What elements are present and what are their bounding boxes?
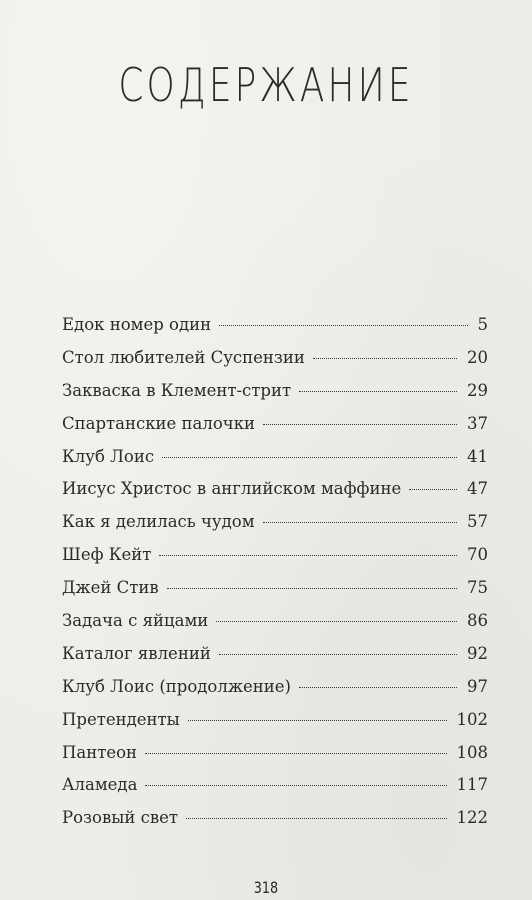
toc-entry-page: 47 <box>467 479 488 499</box>
toc-entry-page: 97 <box>467 676 488 696</box>
toc-entry-page: 29 <box>467 380 488 400</box>
dot-leader <box>409 489 457 490</box>
dot-leader <box>145 753 446 754</box>
toc-entry-page: 5 <box>477 315 488 334</box>
toc-entry <box>62 347 488 380</box>
toc-entry-page: 92 <box>467 643 488 663</box>
toc-entry <box>62 478 488 511</box>
toc-entry <box>62 774 488 807</box>
toc-entry-page: 57 <box>467 512 488 532</box>
toc-entry-title: Стол любителей Суспензии <box>62 347 305 367</box>
toc-entry-page: 20 <box>467 347 488 367</box>
toc-entry-page: 86 <box>467 611 488 631</box>
toc-entry-title: Иисус Христос в английском маффине <box>62 479 402 499</box>
toc-entry <box>62 544 488 577</box>
dot-leader <box>263 424 457 425</box>
page-number: 318 <box>253 878 279 897</box>
toc-entry-title: Каталог явлений <box>62 643 211 663</box>
toc-entry <box>62 742 488 775</box>
dot-leader <box>299 687 457 688</box>
toc-entry <box>62 643 488 676</box>
toc-entry <box>62 709 488 742</box>
toc-entry-title: Пантеон <box>62 742 138 762</box>
toc-entry <box>62 446 488 479</box>
toc-entry <box>62 610 488 643</box>
toc-entry-page: 108 <box>456 742 488 762</box>
dot-leader <box>299 391 457 392</box>
table-of-contents <box>62 314 488 840</box>
dot-leader <box>159 555 457 556</box>
toc-entry-page: 117 <box>456 775 488 795</box>
toc-entry-title: Аламеда <box>62 775 138 795</box>
dot-leader <box>219 654 457 655</box>
toc-entry-page: 41 <box>467 446 488 466</box>
toc-entry-title: Претенденты <box>62 709 180 729</box>
toc-entry-title: Закваска в Клемент-стрит <box>62 380 292 400</box>
toc-entry-title: Спартанские палочки <box>62 413 256 433</box>
dot-leader <box>219 325 467 326</box>
toc-entry-page: 70 <box>467 545 488 565</box>
toc-entry <box>62 807 488 840</box>
toc-entry-title: Задача с яйцами <box>62 611 209 631</box>
toc-entry-page: 102 <box>456 709 488 729</box>
dot-leader <box>186 818 446 819</box>
toc-entry-title: Едок номер один <box>62 315 212 334</box>
toc-entry-title: Шеф Кейт <box>62 545 152 565</box>
toc-entry <box>62 511 488 544</box>
toc-entry-title: Клуб Лоис <box>62 446 155 466</box>
toc-entry-title: Розовый свет <box>62 808 179 828</box>
page-title: СОДЕРЖАНИЕ <box>118 58 414 112</box>
toc-entry-title: Клуб Лоис (продолжение) <box>62 676 291 696</box>
toc-entry <box>62 380 488 413</box>
toc-entry-title: Джей Стив <box>62 578 159 598</box>
toc-entry <box>62 314 488 347</box>
dot-leader <box>263 522 457 523</box>
dot-leader <box>216 621 457 622</box>
toc-entry <box>62 577 488 610</box>
dot-leader <box>145 785 446 786</box>
dot-leader <box>313 358 457 359</box>
dot-leader <box>167 588 457 589</box>
toc-entry <box>62 676 488 709</box>
toc-entry-page: 37 <box>467 413 488 433</box>
toc-entry <box>62 413 488 446</box>
dot-leader <box>162 457 457 458</box>
dot-leader <box>188 720 447 721</box>
toc-entry-title: Как я делилась чудом <box>62 512 255 532</box>
toc-entry-page: 122 <box>456 808 488 828</box>
toc-entry-page: 75 <box>467 578 488 598</box>
